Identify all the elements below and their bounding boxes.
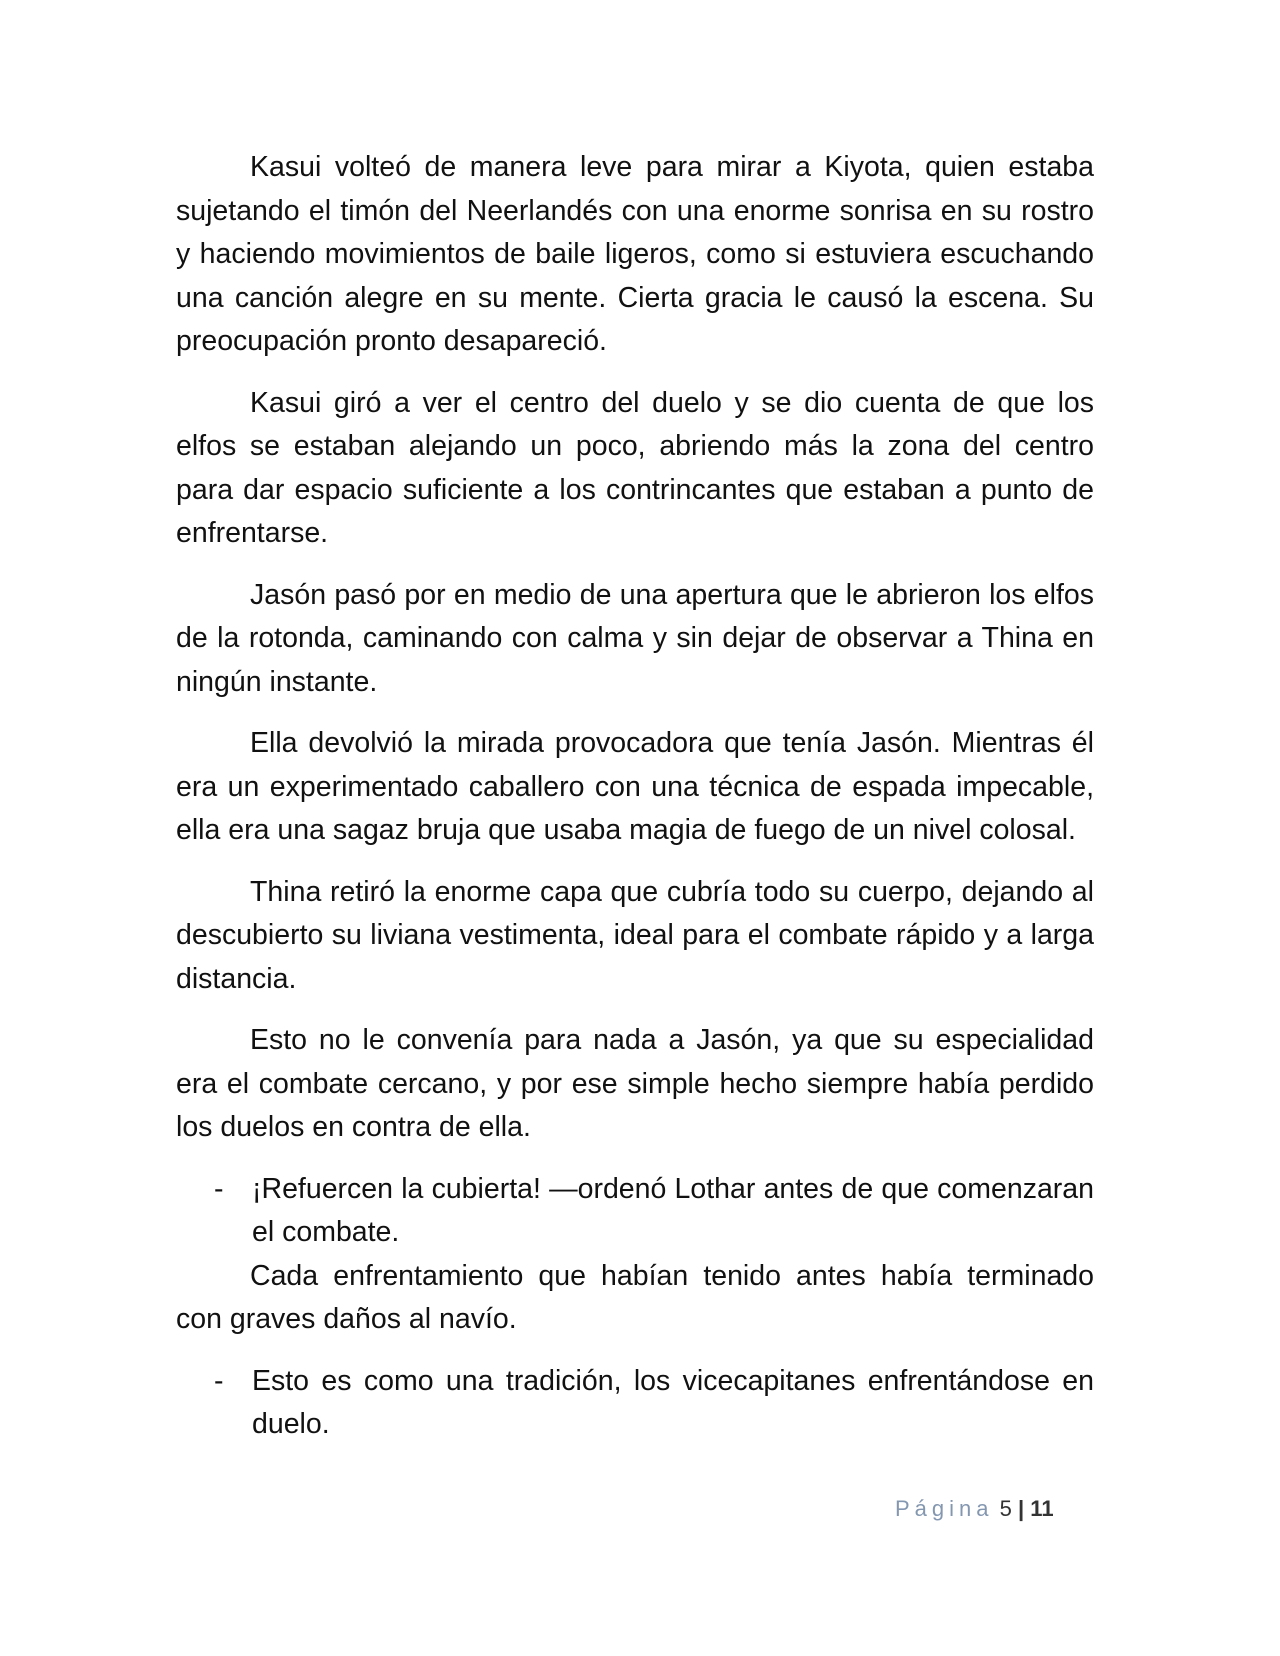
page-footer [895, 1496, 1054, 1522]
footer-page-label: Página [895, 1496, 994, 1521]
dialogue-dash: - [214, 1172, 224, 1205]
paragraph-6: Esto no le convenía para nada a Jasón, ya que su especialidad era el combate cercano, y por ese simple hecho siempre había perdido los duelos en contra de ella. [176, 1024, 1094, 1143]
dialogue-dash: - [214, 1364, 224, 1397]
footer-total-pages: 11 [1030, 1496, 1054, 1521]
dialogue-line-2 [176, 1360, 1094, 1447]
footer-page-number: 5 [999, 1496, 1012, 1521]
paragraph-7: Cada enfrentamiento que habían tenido antes había terminado con graves daños al navío. [176, 1259, 1094, 1335]
footer-separator: | [1018, 1496, 1025, 1521]
paragraph-2: Kasui giró a ver el centro del duelo y se dio cuenta de que los elfos se estaban alejando un poco, abriendo más la zona del centro para dar espacio suficiente a los contrincantes que estaban a punto de enfrentarse. [176, 386, 1094, 549]
dialogue-text: ¡Refuercen la cubierta! —ordenó Lothar antes de que comenzaran el combate. [252, 1172, 1094, 1248]
paragraph-5: Thina retiró la enorme capa que cubría todo su cuerpo, dejando al descubierto su liviana vestimenta, ideal para el combate rápido y a larga distancia. [176, 875, 1094, 995]
paragraph-1: Kasui volteó de manera leve para mirar a Kiyota, quien estaba sujetando el timón del Neerlandés con una enorme sonrisa en su rostro y haciendo movimientos de baile ligeros, como si estuviera escuchando una canción alegre en su mente. Cierta gracia le causó la escena. Su preocupación pronto desapareció. [176, 151, 1094, 357]
dialogue-line-1 [176, 1168, 1094, 1255]
dialogue-text: Esto es como una tradición, los vicecapitanes enfrentándose en duelo. [252, 1364, 1094, 1440]
paragraph-4: Ella devolvió la mirada provocadora que tenía Jasón. Mientras él era un experimentado caballero con una técnica de espada impecable, ella era una sagaz bruja que usaba magia de fuego de un nivel colosal. [176, 727, 1094, 846]
document-body [176, 146, 1094, 1465]
paragraph-3: Jasón pasó por en medio de una apertura que le abrieron los elfos de la rotonda, caminando con calma y sin dejar de observar a Thina en ningún instante. [176, 578, 1094, 698]
